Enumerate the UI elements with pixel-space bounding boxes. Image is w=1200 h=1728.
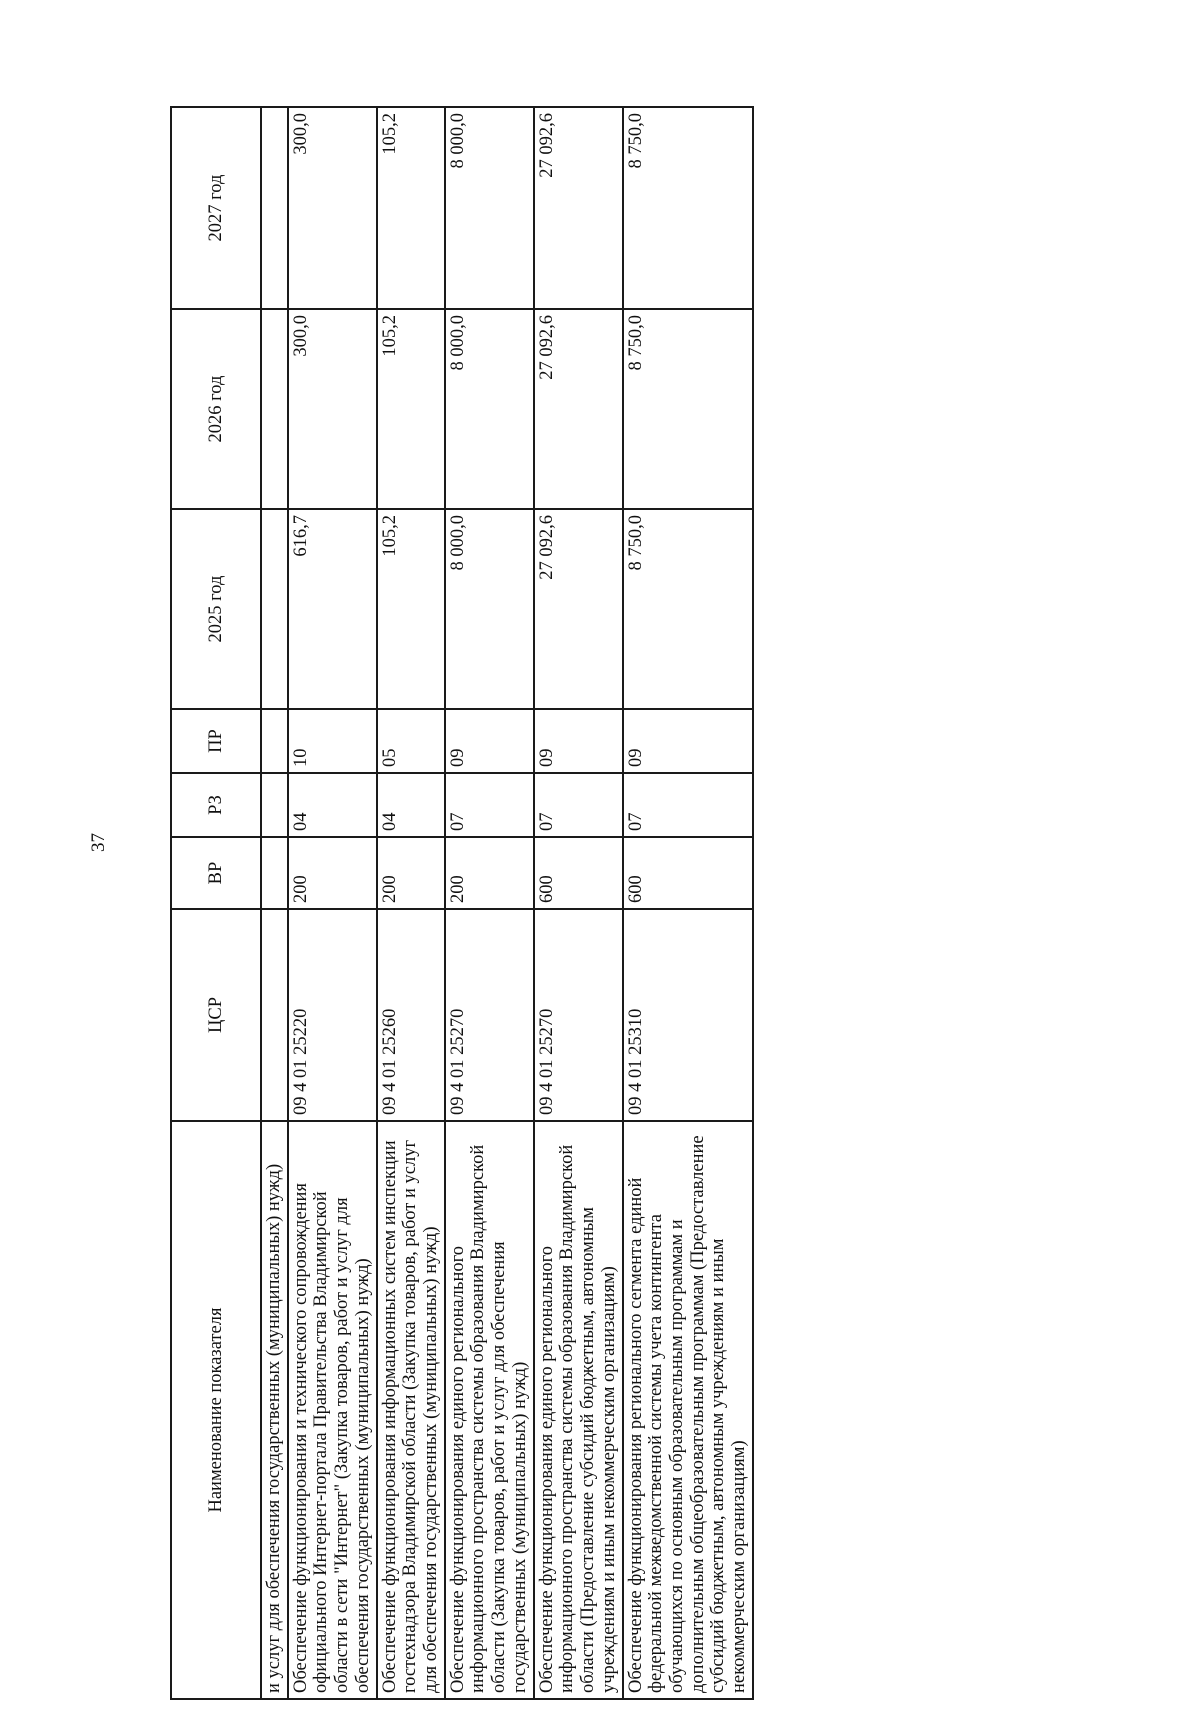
cell-name: Обеспечение функционирования регионального сегмента единой федеральной межведомственной системы учета контингента обучающихся по основным образовательным программам и дополнительным общеобразовательным программам (Предоставление субсидий бюджетным, автономным учреждениям и иным некоммерческим организациям) (623, 1121, 753, 1699)
table-row (261, 107, 288, 1699)
table-header-row (171, 107, 261, 1699)
cell-csr: 09 4 01 25310 (623, 909, 753, 1121)
cell-pr: 09 (445, 709, 534, 773)
table-row (288, 107, 377, 1699)
header-rz: РЗ (171, 773, 261, 837)
cell-2025: 616,7 (288, 509, 377, 709)
cell-2025: 8 000,0 (445, 509, 534, 709)
header-csr: ЦСР (171, 909, 261, 1121)
header-pr: ПР (171, 709, 261, 773)
cell-2027 (261, 107, 288, 309)
table-row (534, 107, 623, 1699)
cell-name: Обеспечение функционирования и технического сопровождения официального Интернет-портала Правительства Владимирской области в сети "Интернет" (Закупка товаров, работ и услуг для обеспечения государственных (муниципальных) нужд) (288, 1121, 377, 1699)
cell-vr: 600 (623, 837, 753, 909)
cell-2025: 8 750,0 (623, 509, 753, 709)
cell-rz: 07 (445, 773, 534, 837)
cell-2026: 105,2 (377, 309, 445, 509)
cell-2027: 8 000,0 (445, 107, 534, 309)
table-row (623, 107, 753, 1699)
table-row (377, 107, 445, 1699)
cell-2026: 8 000,0 (445, 309, 534, 509)
cell-rz: 07 (534, 773, 623, 837)
cell-pr: 05 (377, 709, 445, 773)
cell-rz: 07 (623, 773, 753, 837)
cell-2026: 8 750,0 (623, 309, 753, 509)
cell-2026: 27 092,6 (534, 309, 623, 509)
cell-rz: 04 (377, 773, 445, 837)
cell-csr (261, 909, 288, 1121)
cell-2026 (261, 309, 288, 509)
cell-2025 (261, 509, 288, 709)
cell-2027: 105,2 (377, 107, 445, 309)
cell-vr (261, 837, 288, 909)
cell-2027: 300,0 (288, 107, 377, 309)
header-vr: ВР (171, 837, 261, 909)
budget-table (170, 106, 754, 1700)
cell-vr: 600 (534, 837, 623, 909)
header-2026: 2026 год (171, 309, 261, 509)
cell-name: Обеспечение функционирования единого регионального информационного пространства системы образования Владимирской области (Закупка товаров, работ и услуг для обеспечения государственных (муниципальных) нужд) (445, 1121, 534, 1699)
cell-2025: 27 092,6 (534, 509, 623, 709)
cell-vr: 200 (445, 837, 534, 909)
cell-name: Обеспечение функционирования единого регионального информационного пространства системы образования Владимирской области (Предоставление субсидий бюджетным, автономным учреждениям и иным некоммерческим организациям) (534, 1121, 623, 1699)
cell-csr: 09 4 01 25260 (377, 909, 445, 1121)
cell-rz: 04 (288, 773, 377, 837)
cell-vr: 200 (288, 837, 377, 909)
cell-vr: 200 (377, 837, 445, 909)
cell-csr: 09 4 01 25270 (534, 909, 623, 1121)
page-number: 37 (88, 833, 109, 852)
cell-rz (261, 773, 288, 837)
cell-csr: 09 4 01 25270 (445, 909, 534, 1121)
budget-table-frame (170, 108, 1138, 1700)
cell-2025: 105,2 (377, 509, 445, 709)
cell-csr: 09 4 01 25220 (288, 909, 377, 1121)
header-name: Наименование показателя (171, 1121, 261, 1699)
cell-pr (261, 709, 288, 773)
header-2025: 2025 год (171, 509, 261, 709)
cell-2026: 300,0 (288, 309, 377, 509)
header-2027: 2027 год (171, 107, 261, 309)
cell-pr: 09 (623, 709, 753, 773)
table-row (445, 107, 534, 1699)
cell-2027: 27 092,6 (534, 107, 623, 309)
cell-pr: 10 (288, 709, 377, 773)
cell-name: и услуг для обеспечения государственных (муниципальных) нужд) (261, 1121, 288, 1699)
cell-name: Обеспечение функционирования информационных систем инспекции гостехнадзора Владимирской области (Закупка товаров, работ и услуг для обеспечения государственных (муниципальных) нужд) (377, 1121, 445, 1699)
cell-pr: 09 (534, 709, 623, 773)
cell-2027: 8 750,0 (623, 107, 753, 309)
